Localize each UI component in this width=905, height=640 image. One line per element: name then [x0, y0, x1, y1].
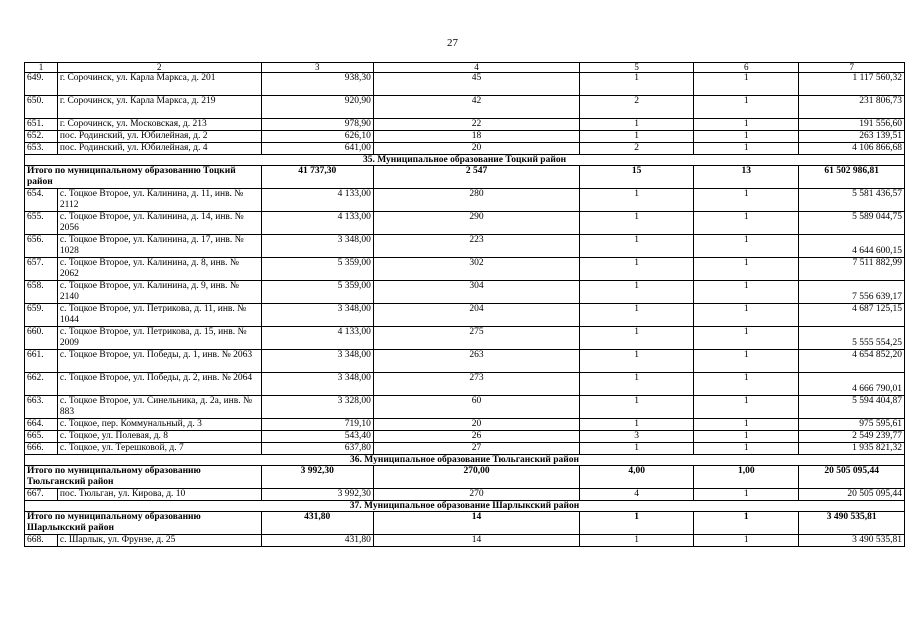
table-cell: 3 490 535,81	[799, 535, 905, 547]
table-cell: 1	[580, 373, 694, 396]
table-cell: г. Сорочинск, ул. Карла Маркса, д. 201	[57, 73, 261, 96]
table-cell: 1	[580, 235, 694, 258]
table-cell: 1,00	[694, 466, 799, 489]
table-row	[25, 235, 905, 258]
table-cell: 13	[694, 166, 799, 189]
table-cell: 1	[580, 396, 694, 419]
column-header: 3	[261, 63, 373, 73]
table-cell: 1	[694, 73, 799, 96]
table-cell: 1	[580, 443, 694, 455]
table-cell: 5 594 404,87	[799, 396, 905, 419]
table-row	[25, 535, 905, 547]
table-cell: 656.	[25, 235, 58, 258]
table-cell: 4 654 852,20	[799, 350, 905, 373]
table-cell: 20 505 095,44	[799, 489, 905, 501]
table-row	[25, 431, 905, 443]
table-cell: 5 359,00	[261, 258, 373, 281]
table-cell: с. Тоцкое Второе, ул. Калинина, д. 14, инв. № 2056	[57, 212, 261, 235]
table-cell: с. Тоцкое Второе, ул. Петрикова, д. 15, инв. № 2009	[57, 327, 261, 350]
table-cell: 1	[694, 119, 799, 131]
table-row	[25, 373, 905, 396]
table-cell: 3 992,30	[261, 466, 373, 489]
table-cell: 660.	[25, 327, 58, 350]
section-header-row	[25, 455, 905, 466]
table-cell: 4	[580, 489, 694, 501]
table-row	[25, 258, 905, 281]
table-cell: пос. Родинский, ул. Юбилейная, д. 4	[57, 143, 261, 155]
table-cell: с. Тоцкое Второе, ул. Калинина, д. 17, инв. № 1028	[57, 235, 261, 258]
column-header: 1	[25, 63, 58, 73]
table-header-row	[25, 63, 905, 73]
table-cell: 204	[373, 304, 579, 327]
table-row	[25, 443, 905, 455]
table-cell: с. Тоцкое Второе, ул. Победы, д. 2, инв. № 2064	[57, 373, 261, 396]
table-cell: 652.	[25, 131, 58, 143]
table-cell: с. Тоцкое Второе, ул. Синельника, д. 2а, инв. № 883	[57, 396, 261, 419]
table-cell: 1	[580, 189, 694, 212]
table-cell: 1	[694, 373, 799, 396]
table-cell: 1	[580, 350, 694, 373]
table-cell: 27	[373, 443, 579, 455]
table-cell: 61 502 986,81	[799, 166, 905, 189]
table-cell: 4 133,00	[261, 212, 373, 235]
table-cell: 304	[373, 281, 579, 304]
subtotal-row	[25, 512, 905, 535]
table-cell: 1	[580, 327, 694, 350]
table-cell: 653.	[25, 143, 58, 155]
table-row	[25, 350, 905, 373]
table-row	[25, 96, 905, 119]
section-title: 35. Муниципальное образование Тоцкий район	[25, 155, 905, 166]
table-cell: 651.	[25, 119, 58, 131]
table-cell: 191 556,60	[799, 119, 905, 131]
table-cell: 263 139,51	[799, 131, 905, 143]
table-cell: с. Тоцкое, ул. Полевая, д. 8	[57, 431, 261, 443]
table-cell: 20 505 095,44	[799, 466, 905, 489]
table-cell: 4 666 790,01	[799, 373, 905, 396]
table-cell: 664.	[25, 419, 58, 431]
page-number: 27	[447, 37, 458, 49]
table-cell: 1	[580, 131, 694, 143]
table-cell: 2 547	[373, 166, 579, 189]
table-cell: 5 555 554,25	[799, 327, 905, 350]
table-cell: 280	[373, 189, 579, 212]
table-cell: 1	[694, 431, 799, 443]
table-cell: с. Тоцкое Второе, ул. Калинина, д. 9, инв. № 2140	[57, 281, 261, 304]
table-cell: 1	[694, 131, 799, 143]
table-cell: 2	[580, 96, 694, 119]
table-cell: 1	[694, 212, 799, 235]
table-cell: 1	[694, 489, 799, 501]
table-cell: 4 687 125,15	[799, 304, 905, 327]
table-cell: 1	[694, 304, 799, 327]
table-cell: 1 117 560,32	[799, 73, 905, 96]
table-cell: 666.	[25, 443, 58, 455]
table-row	[25, 119, 905, 131]
table-cell: 1	[694, 189, 799, 212]
table-cell: 15	[580, 166, 694, 189]
table-cell: 1	[580, 304, 694, 327]
table-cell: 20	[373, 419, 579, 431]
table-cell: 2	[580, 143, 694, 155]
table-cell: 4 106 866,68	[799, 143, 905, 155]
table-cell: 290	[373, 212, 579, 235]
table-cell: 41 737,30	[261, 166, 373, 189]
table-cell: 657.	[25, 258, 58, 281]
subtotal-row	[25, 466, 905, 489]
table-cell: 3	[580, 431, 694, 443]
subtotal-label: Итого по муниципальному образованию Тюльганский район	[25, 466, 262, 489]
table-cell: 3 348,00	[261, 304, 373, 327]
table-cell: 4 133,00	[261, 327, 373, 350]
table-cell: 20	[373, 143, 579, 155]
table-cell: 1	[694, 327, 799, 350]
table-cell: 275	[373, 327, 579, 350]
section-title: 36. Муниципальное образование Тюльганский район	[25, 455, 905, 466]
housing-table	[24, 62, 905, 547]
table-row	[25, 212, 905, 235]
table-cell: 7 511 882,99	[799, 258, 905, 281]
table-cell: 650.	[25, 96, 58, 119]
table-cell: с. Шарлык, ул. Фрунзе, д. 25	[57, 535, 261, 547]
table-cell: 626,10	[261, 131, 373, 143]
table-cell: пос. Родинский, ул. Юбилейная, д. 2	[57, 131, 261, 143]
table-cell: 658.	[25, 281, 58, 304]
table-row	[25, 189, 905, 212]
table-row	[25, 327, 905, 350]
table-cell: 14	[373, 535, 579, 547]
section-header-row	[25, 501, 905, 512]
table-row	[25, 281, 905, 304]
table-cell: 45	[373, 73, 579, 96]
table-cell: 1	[580, 73, 694, 96]
table-cell: 667.	[25, 489, 58, 501]
column-header: 5	[580, 63, 694, 73]
table-cell: 659.	[25, 304, 58, 327]
table-cell: 1	[694, 258, 799, 281]
table-row	[25, 304, 905, 327]
table-cell: 665.	[25, 431, 58, 443]
table-cell: 5 589 044,75	[799, 212, 905, 235]
table-cell: 641,00	[261, 143, 373, 155]
table-cell: 4 644 600,15	[799, 235, 905, 258]
table-cell: 1	[694, 419, 799, 431]
table-cell: 975 595,61	[799, 419, 905, 431]
subtotal-row	[25, 166, 905, 189]
table-cell: 1	[580, 119, 694, 131]
table-cell: 1	[580, 419, 694, 431]
table-cell: 662.	[25, 373, 58, 396]
table-cell: 1	[694, 350, 799, 373]
table-cell: 1	[694, 235, 799, 258]
table-cell: 637,80	[261, 443, 373, 455]
table-cell: 3 348,00	[261, 235, 373, 258]
table-cell: 5 581 436,57	[799, 189, 905, 212]
table-cell: 4 133,00	[261, 189, 373, 212]
table-cell: 270	[373, 489, 579, 501]
table-cell: 1	[580, 512, 694, 535]
section-header-row	[25, 155, 905, 166]
table-cell: 5 359,00	[261, 281, 373, 304]
table-cell: 1	[694, 281, 799, 304]
subtotal-label: Итого по муниципальному образованию Шарлыкский район	[25, 512, 262, 535]
table-row	[25, 489, 905, 501]
table-cell: 231 806,73	[799, 96, 905, 119]
table-cell: 3 328,00	[261, 396, 373, 419]
table-cell: 1	[580, 535, 694, 547]
table-cell: 543,40	[261, 431, 373, 443]
table-cell: с. Тоцкое Второе, ул. Петрикова, д. 11, инв. № 1044	[57, 304, 261, 327]
table-cell: 14	[373, 512, 579, 535]
table-row	[25, 419, 905, 431]
table-cell: 60	[373, 396, 579, 419]
table-cell: 223	[373, 235, 579, 258]
table-cell: 22	[373, 119, 579, 131]
table-cell: 655.	[25, 212, 58, 235]
section-title: 37. Муниципальное образование Шарлыкский район	[25, 501, 905, 512]
table-cell: 2 549 239,77	[799, 431, 905, 443]
table-cell: 1	[694, 535, 799, 547]
table-cell: 1	[580, 212, 694, 235]
table-cell: 270,00	[373, 466, 579, 489]
table-cell: 1	[694, 396, 799, 419]
table-cell: с. Тоцкое Второе, ул. Победы, д. 1, инв. № 2063	[57, 350, 261, 373]
table-cell: 7 556 639,17	[799, 281, 905, 304]
table-cell: 920,90	[261, 96, 373, 119]
table-cell: 978,90	[261, 119, 373, 131]
table-cell: 719,10	[261, 419, 373, 431]
table-cell: пос. Тюльган, ул. Кирова, д. 10	[57, 489, 261, 501]
table-cell: 431,80	[261, 535, 373, 547]
table-cell: 938,30	[261, 73, 373, 96]
table-cell: 661.	[25, 350, 58, 373]
table-cell: 1	[694, 143, 799, 155]
subtotal-label: Итого по муниципальному образованию Тоцкий район	[25, 166, 262, 189]
table-cell: с. Тоцкое Второе, ул. Калинина, д. 11, инв. № 2112	[57, 189, 261, 212]
column-header: 7	[799, 63, 905, 73]
table-row	[25, 131, 905, 143]
table-row	[25, 396, 905, 419]
table-cell: 4,00	[580, 466, 694, 489]
table-cell: 649.	[25, 73, 58, 96]
column-header: 4	[373, 63, 579, 73]
table-cell: 431,80	[261, 512, 373, 535]
table-cell: 1	[580, 258, 694, 281]
table-cell: 263	[373, 350, 579, 373]
table-cell: 1	[580, 281, 694, 304]
table-cell: 1	[694, 443, 799, 455]
table-cell: 3 992,30	[261, 489, 373, 501]
table-cell: 668.	[25, 535, 58, 547]
table-row	[25, 143, 905, 155]
table-cell: с. Тоцкое Второе, ул. Калинина, д. 8, инв. № 2062	[57, 258, 261, 281]
table-row	[25, 73, 905, 96]
table-cell: с. Тоцкое, ул. Терешковой, д. 7	[57, 443, 261, 455]
table-cell: 1 935 821,32	[799, 443, 905, 455]
table-cell: 3 348,00	[261, 350, 373, 373]
table-cell: 1	[694, 96, 799, 119]
table-cell: 663.	[25, 396, 58, 419]
table-cell: 3 348,00	[261, 373, 373, 396]
column-header: 6	[694, 63, 799, 73]
table-cell: 42	[373, 96, 579, 119]
table-cell: 302	[373, 258, 579, 281]
table-cell: г. Сорочинск, ул. Карла Маркса, д. 219	[57, 96, 261, 119]
table-cell: 273	[373, 373, 579, 396]
table-cell: 654.	[25, 189, 58, 212]
column-header: 2	[57, 63, 261, 73]
table-cell: г. Сорочинск, ул. Московская, д. 213	[57, 119, 261, 131]
table-cell: с. Тоцкое, пер. Коммунальный, д. 3	[57, 419, 261, 431]
table-cell: 18	[373, 131, 579, 143]
table-cell: 26	[373, 431, 579, 443]
table-cell: 3 490 535,81	[799, 512, 905, 535]
table-cell: 1	[694, 512, 799, 535]
